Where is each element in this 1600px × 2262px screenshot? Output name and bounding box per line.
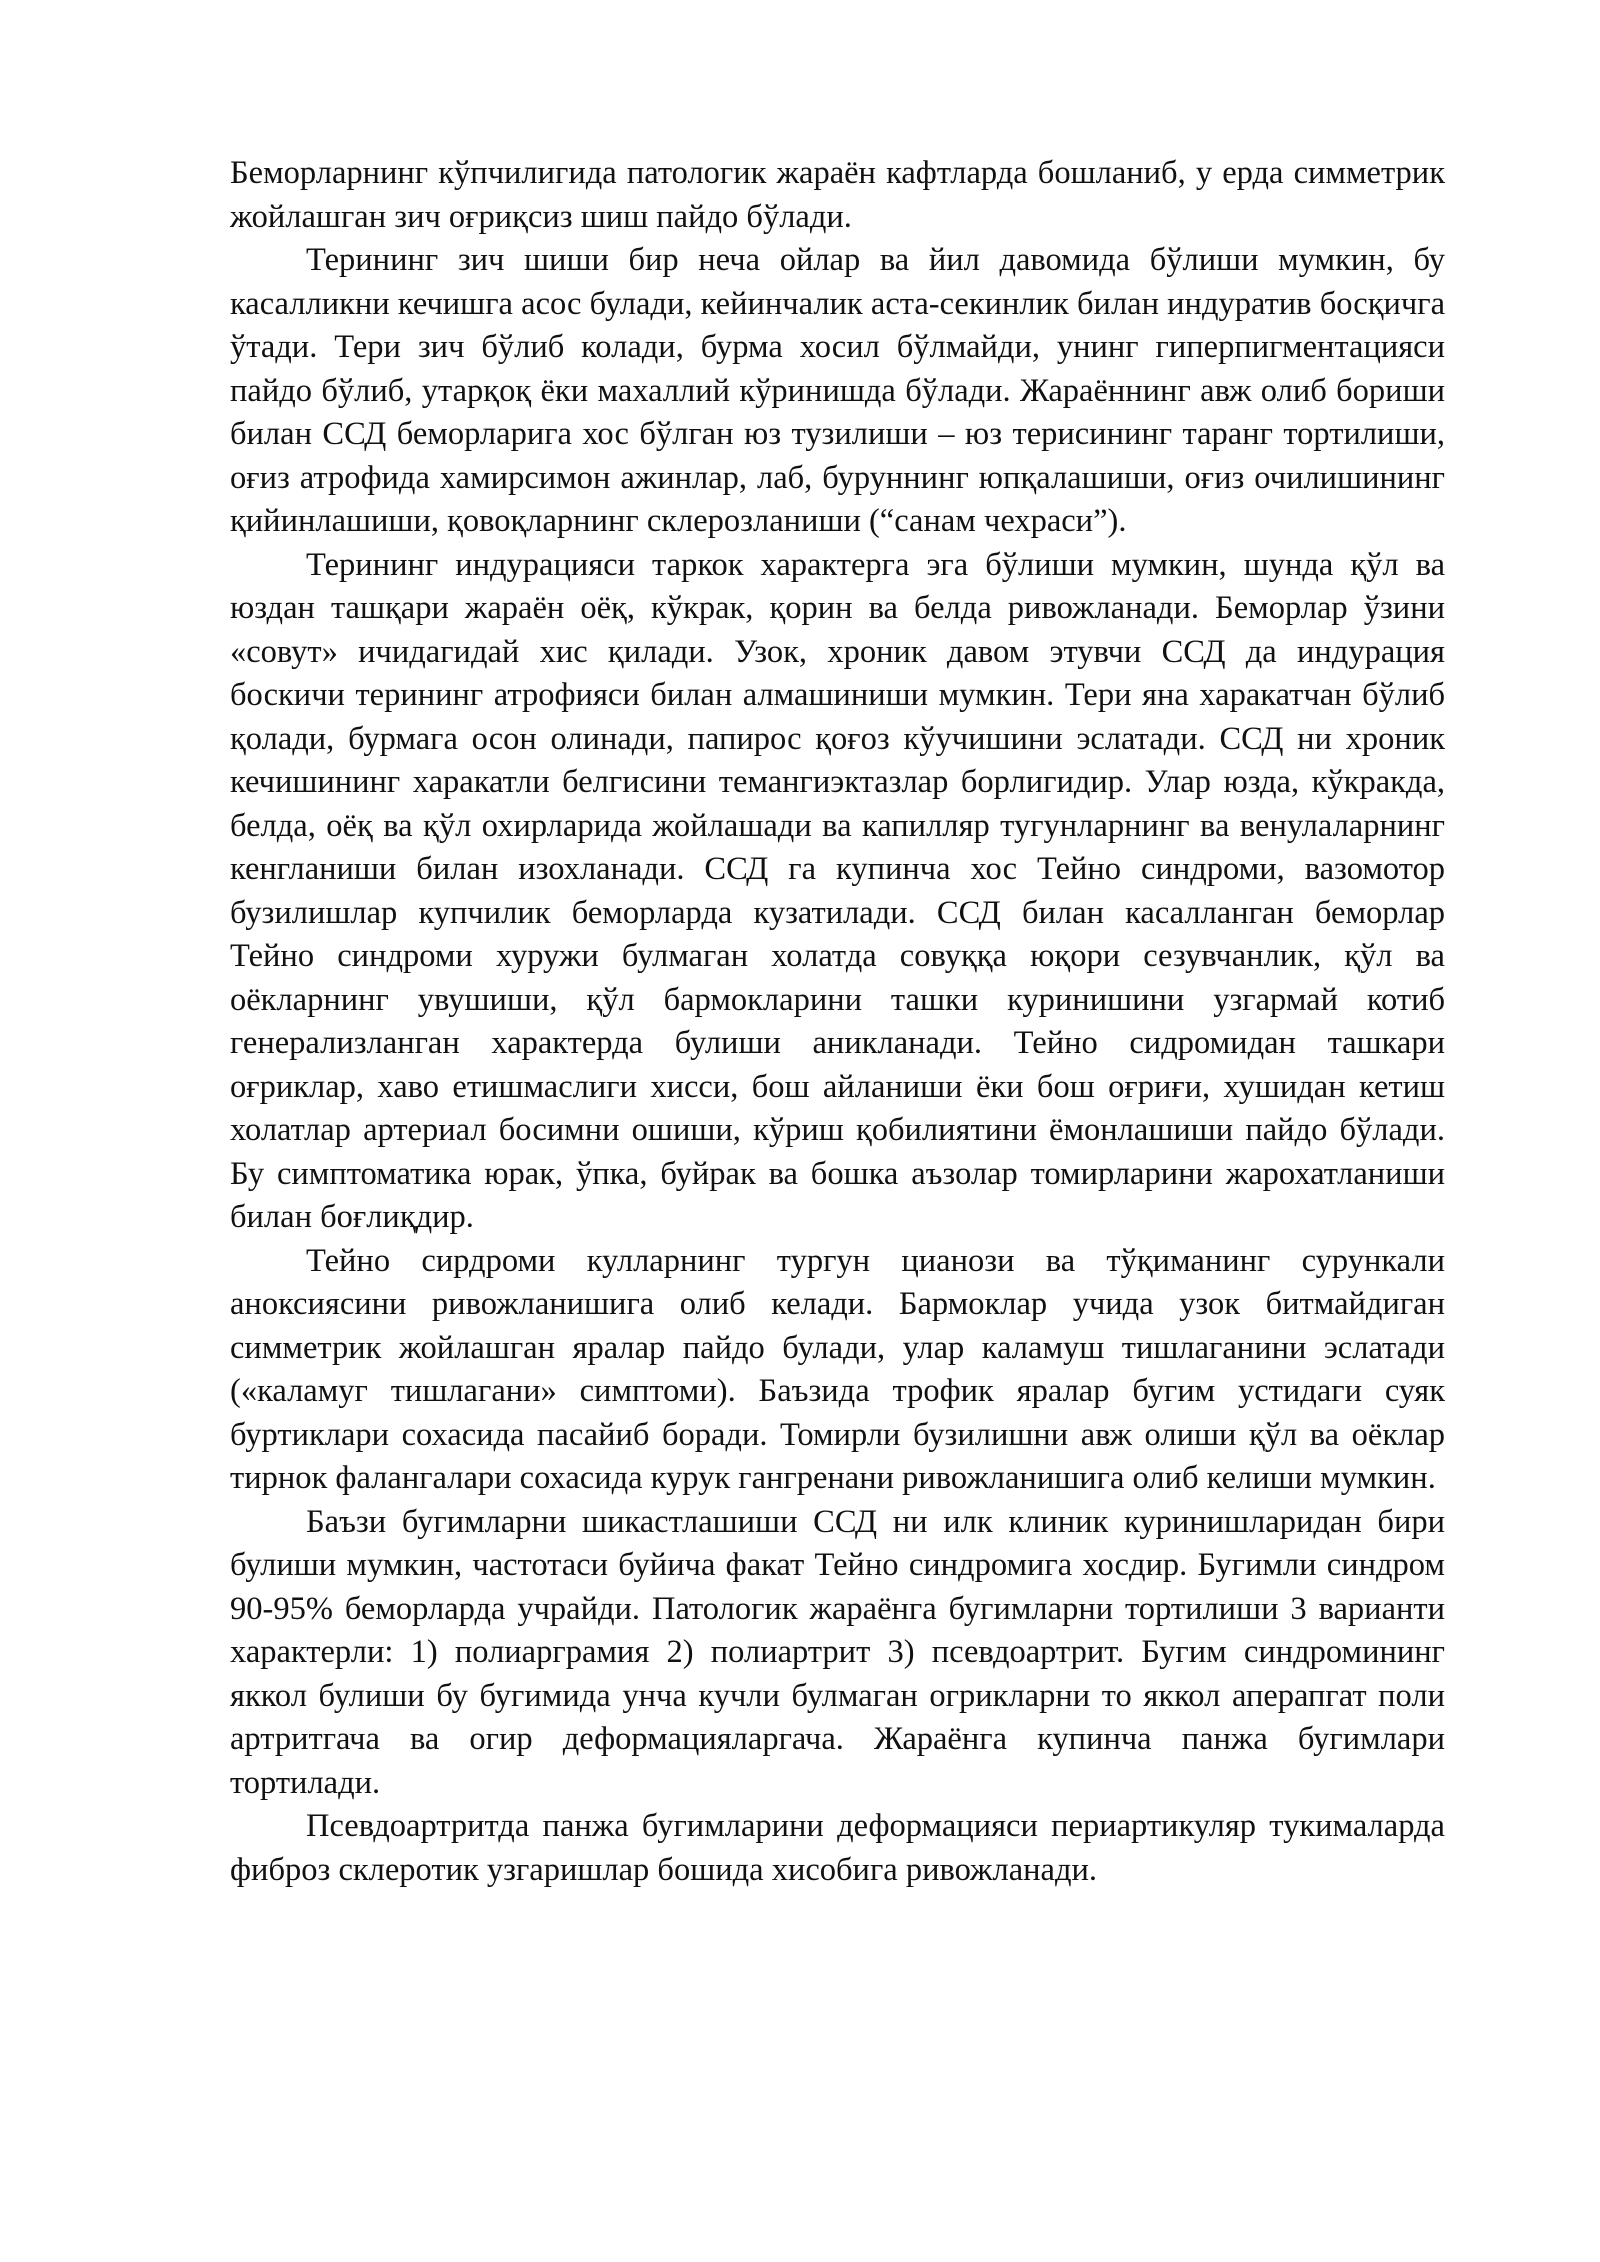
paragraph-4: Тейно сирдроми кулларнинг тургун цианози ва тўқиманинг сурункали аноксиясини ривожланишига олиб келади. Бармоклар учида узок битмайдиган симметрик жойлашган яралар пайдо булади, улар каламуш тишлаганини эслатади («каламуг тишлагани» симптоми). Баъзида трофик яралар бугим устидаги суяк буртиклари сохасида пасайиб боради. Томирли бузилишни авж олиши қўл ва оёклар тирнок фалангалари сохасида курук гангренани ривожланишига олиб келиши мумкин. xyxy=(230,1242,1445,1496)
paragraph-1: Беморларнинг кўпчилигида патологик жараён кафтларда бошланиб, у ерда симметрик жойлашган зич оғриқсиз шиш пайдо бўлади. xyxy=(230,155,1445,235)
document-body xyxy=(230,152,1445,1892)
paragraph-3: Терининг индурацияси таркок характерга эга бўлиши мумкин, шунда қўл ва юздан ташқари жараён оёқ, кўкрак, қорин ва белда ривожланади. Беморлар ўзини «совут» ичидагидай хис қилади. Узок, хроник давом этувчи ССД да индурация боскичи терининг атрофияси билан алмашиниши мумкин. Тери яна харакатчан бўлиб қолади, бурмага осон олинади, папирос қоғоз кўучишини эслатади. ССД ни хроник кечишининг харакатли белгисини темангиэктазлар борлигидир. Улар юзда, кўкракда, белда, оёқ ва қўл охирларида жойлашади ва капилляр тугунларнинг ва венулаларнинг кенгланиши билан изохланади. ССД га купинча хос Тейно синдроми, вазомотор бузилишлар купчилик беморларда кузатилади. ССД билан касалланган беморлар Тейно синдроми хуружи булмаган холатда совуққа юқори сезувчанлик, қўл ва оёкларнинг увушиши, қўл бармокларини ташки куринишини узгармай котиб генерализланган характерда булиши аникланади. Тейно сидромидан ташкари оғриклар, хаво етишмаслиги хисси, бош айланиши ёки бош оғриғи, хушидан кетиш холатлар артериал босимни ошиши, кўриш қобилиятини ёмонлашиши пайдо бўлади. Бу симптоматика юрак, ўпка, буйрак ва бошка аъзолар томирларини жарохатланиши билан боғлиқдир. xyxy=(230,546,1445,1235)
paragraph-6: Псевдоартритда панжа бугимларини деформацияси периартикуляр тукималарда фиброз склеротик узгаришлар бошида хисобига ривожланади. xyxy=(230,1808,1445,1888)
paragraph-2: Терининг зич шиши бир неча ойлар ва йил давомида бўлиши мумкин, бу касалликни кечишга асос булади, кейинчалик аста-секинлик билан индуратив босқичга ўтади. Тери зич бўлиб колади, бурма хосил бўлмайди, унинг гиперпигментацияси пайдо бўлиб, утарқоқ ёки махаллий кўринишда бўлади. Жараённинг авж олиб бориши билан ССД беморларига хос бўлган юз тузилиши – юз терисининг таранг тортилиши, оғиз атрофида хамирсимон ажинлар, лаб, буруннинг юпқалашиши, оғиз очилишининг қийинлашиши, қовоқларнинг склерозланиши (“санам чехраси”). xyxy=(230,242,1445,539)
paragraph-5: Баъзи бугимларни шикастлашиши ССД ни илк клиник куринишларидан бири булиши мумкин, частотаси буйича факат Тейно синдромига хосдир. Бугимли синдром 90-95% беморларда учрайди. Патологик жараёнга бугимларни тортилиши 3 варианти характерли: 1) полиарграмия 2) полиартрит 3) псевдоартрит. Бугим синдромининг яккол булиши бу бугимида унча кучли булмаган огрикларни то яккол аперапгат поли артритгача ва огир деформацияларгача. Жараёнга купинча панжа бугимлари тортилади. xyxy=(230,1503,1445,1801)
